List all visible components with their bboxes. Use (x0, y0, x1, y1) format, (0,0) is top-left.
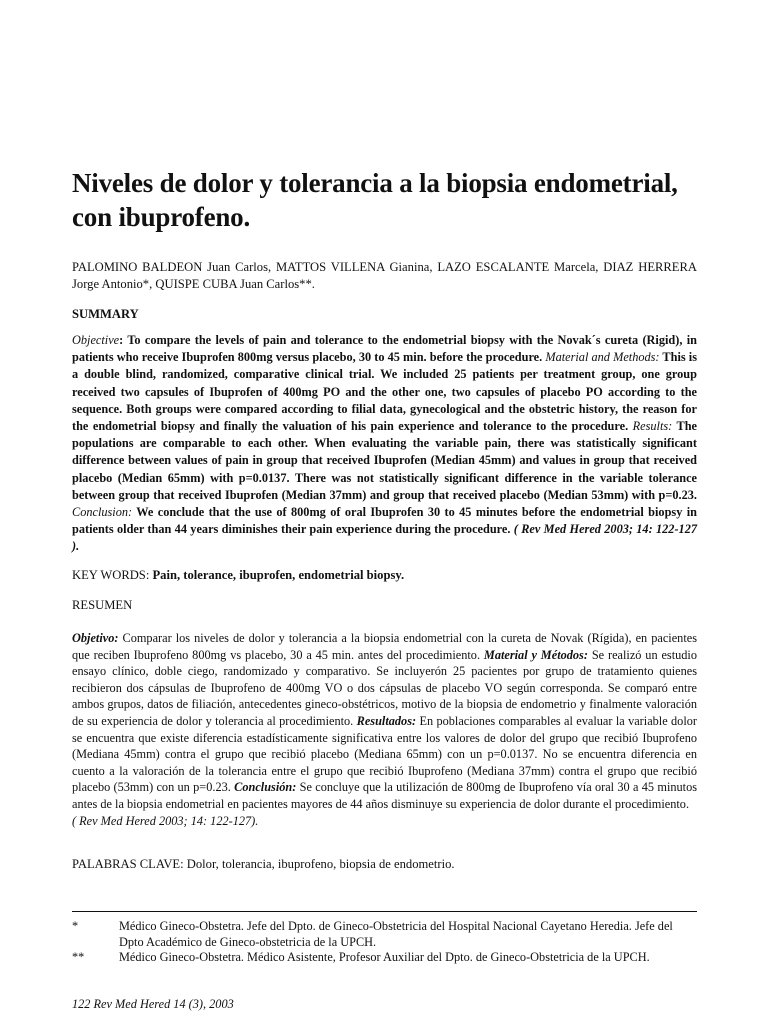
objetivo-label: Objetivo: (72, 631, 119, 645)
resultados-label: Resultados: (356, 713, 417, 728)
footnote-mark: * (72, 919, 79, 933)
methods-text: This is a double blind, randomized, comparative clinical trial. We included 25 patients per treatment group, one group received two capsules of Ibuprofen of 400mg PO and the other one, two capsules of placebo PO according to the sequence. Both groups were compared according to filial data, gynecological and the obstetric history, the reason for the endometrial biopsy and finally the valuation of his pain experience and tolerance to the procedure. (72, 350, 698, 434)
metodos-text: Se realizó un estudio ensayo clínico, doble ciego, randomizado y comparativo. Se incluyerón 25 pacientes por grupo de tratamiento quienes recibieron dos cápsulas de Ibuprofeno de 400mg VO o dos cápsulas de placebo VO según corresponda. Se comparó entre ambos grupos, datos de filiación, antecedentes gineco-obstétricos, motivo de la biopsia de endometrio y finalmente valoración de su experiencia de dolor y tolerancia al procedimiento. (72, 647, 697, 728)
keywords-label: KEY WORDS: (72, 568, 150, 582)
methods-label: Material and Methods: (545, 350, 660, 365)
footnote-divider (72, 911, 697, 912)
objective-text: To compare the levels of pain and tolerance to the endometrial biopsy with the Novak´s cureta (Rigid), in patients who receive Ibuprofen 800mg versus placebo, 30 to 45 min. before the procedure. (72, 333, 697, 365)
conclusion-label-es: Conclusión: (234, 780, 297, 795)
conclusion-text-es: Se concluye que la utilización de 800mg de Ibuprofeno vía oral 30 a 45 minutos antes de la biopsia endometrial en pacientes mayores de 44 años disminuye su experiencia de dolor durante el procedimiento. (72, 780, 698, 811)
english-keywords (72, 568, 697, 583)
author-list: PALOMINO BALDEON Juan Carlos, MATTOS VILLENA Gianina, LAZO ESCALANTE Marcela, DIAZ HERRERA Jorge Antonio*, QUISPE CUBA Juan Carlos**. (72, 260, 697, 291)
footnote-mark: ** (72, 950, 85, 964)
spanish-abstract (72, 630, 697, 829)
page-footer: 122 Rev Med Hered 14 (3), 2003 (72, 997, 234, 1011)
resumen-citation: ( Rev Med Hered 2003; 14: 122-127). (72, 813, 259, 828)
metodos-label: Material y Métodos: (483, 647, 588, 662)
footnote-text: Médico Gineco-Obstetra. Jefe del Dpto. de Gineco-Obstetricia del Hospital Nacional Cayetano Heredia. Jefe del Dpto Académico de Gineco-obstetricia de la UPCH. (119, 919, 673, 949)
footnote-text: Médico Gineco-Obstetra. Médico Asistente, Profesor Auxiliar del Dpto. de Gineco-Obstetricia de la UPCH. (119, 950, 650, 964)
summary-citation: ( Rev Med Hered 2003; 14: 122-127 ). (72, 522, 697, 554)
summary-heading: SUMMARY (72, 307, 139, 321)
resultados-text: En poblaciones comparables al evaluar la variable dolor se encuentra que existe diferencia estadísticamente significativa entre los valores de dolor del grupo que recibió Ibuprofeno (Mediana 45mm) contra el grupo que recibió placebo (Mediana 65mm) con un p=0.0137. No se encuentra diferencia en cuento a la valoración de la tolerancia entre el grupo que recibió Ibuprofeno (Mediana 37mm) contra el grupo que recibió placebo (53mm) con un p=0.23. (72, 713, 697, 795)
resumen-heading: RESUMEN (72, 598, 133, 612)
results-text: The populations are comparable to each other. When evaluating the variable pain, there was statistically significant difference between values of pain in group that received Ibuprofen (Median 45mm) and values in group that received placebo (Median 65mm) with p=0.0137. There was not statistically significant difference in the variable tolerance between group that received Ibuprofen (Median 37mm) and group that received placebo (Median 53mm) with p=0.23. (72, 419, 698, 502)
results-label: Results: (632, 419, 673, 434)
article-title: Niveles de dolor y tolerancia a la biopsia endometrial, con ibuprofeno. (72, 168, 678, 232)
spanish-keywords: PALABRAS CLAVE: Dolor, tolerancia, ibuprofeno, biopsia de endometrio. (72, 857, 455, 871)
english-abstract (72, 332, 697, 556)
conclusion-text: We conclude that the use of 800mg of oral Ibuprofen 30 to 45 minutes before the endometrial biopsy in patients older than 44 years diminishes their pain experience during the procedure. (72, 505, 697, 537)
objetivo-text: Comparar los niveles de dolor y tolerancia a la biopsia endometrial con la cureta de Novak (Rígida), en pacientes que reciben Ibuprofeno 800mg vs placebo, 30 a 45 min. antes del procedimiento. (72, 631, 697, 662)
objective-label: Objective (72, 333, 120, 347)
conclusion-label: Conclusion: (72, 505, 133, 520)
objective-colon: : (119, 333, 124, 347)
keywords-text: Pain, tolerance, ibuprofen, endometrial biopsy. (149, 568, 405, 582)
